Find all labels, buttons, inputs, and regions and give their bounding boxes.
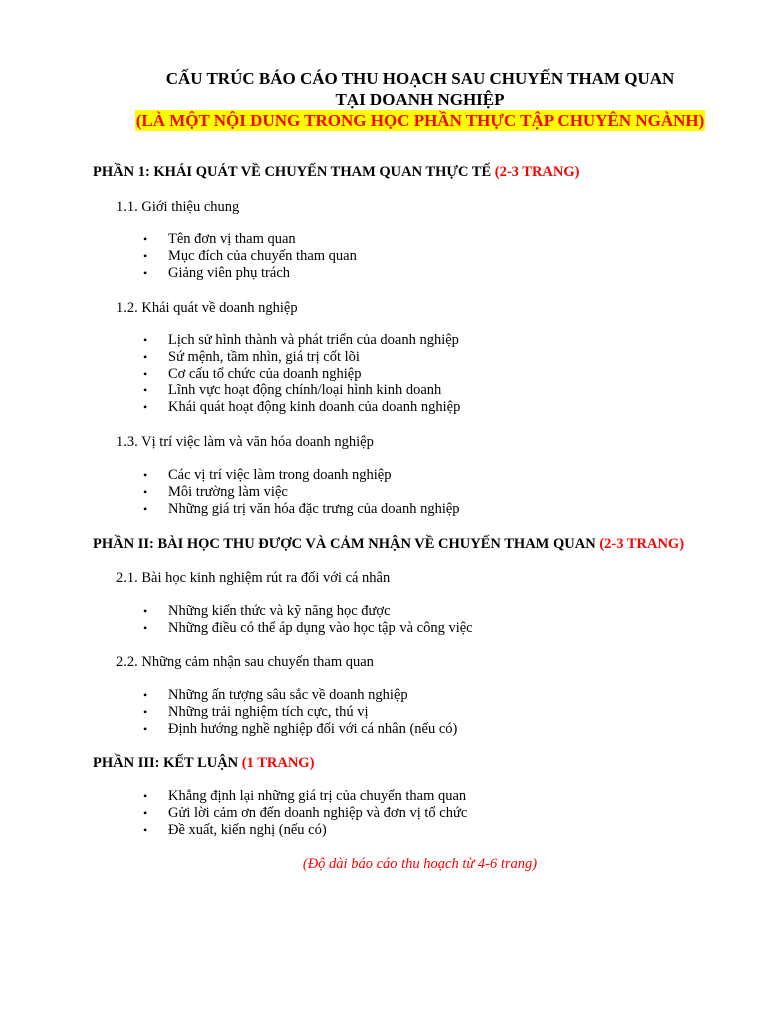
subsection-2-2-list	[140, 687, 457, 737]
bullet-icon: •	[143, 688, 148, 702]
part-2-heading-text: PHẦN II: BÀI HỌC THU ĐƯỢC VÀ CẢM NHẬN VỀ CHUYẾN THAM QUAN	[93, 536, 600, 552]
bullet-icon: •	[143, 349, 148, 364]
bullet-icon: •	[143, 248, 148, 263]
part-2-page-count: (2-3 TRANG)	[599, 536, 685, 552]
title-line-1: CẤU TRÚC BÁO CÁO THU HOẠCH SAU CHUYẾN THAM QUAN	[165, 69, 675, 88]
bullet-icon: •	[143, 604, 148, 618]
bullet-icon: •	[143, 704, 148, 719]
bullet-icon: •	[143, 789, 148, 803]
list-item: • Lịch sử hình thành và phát triển của doanh nghiệp	[143, 332, 459, 348]
bullet-icon: •	[143, 383, 148, 398]
list-item: • Gửi lời cảm ơn đến doanh nghiệp và đơn vị tổ chức	[143, 804, 468, 821]
list-item: • Các vị trí việc làm trong doanh nghiệp	[143, 467, 392, 483]
bullet-icon: •	[143, 805, 148, 820]
bullet-icon: •	[143, 468, 148, 482]
bullet-icon: •	[143, 366, 148, 381]
title-line-2: TẠI DOANH NGHIỆP	[335, 90, 505, 109]
part-3-heading-text: PHẦN III: KẾT LUẬN	[93, 755, 242, 771]
part-3-page-count: (1 TRANG)	[241, 755, 315, 771]
subsection-2-1-heading: 2.1. Bài học kinh nghiệm rút ra đối với cá nhân	[116, 570, 391, 586]
bullet-icon: •	[143, 333, 148, 347]
part-1-heading	[93, 163, 579, 181]
list-item: • Khái quát hoạt động kinh doanh của doanh nghiệp	[143, 399, 461, 416]
part-3-list	[140, 788, 467, 838]
list-item: • Cơ cấu tổ chức của doanh nghiệp	[143, 365, 362, 382]
list-item: • Những kiến thức và kỹ năng học được	[143, 603, 391, 619]
document-title	[0, 68, 768, 131]
subsection-1-1-list	[140, 231, 357, 281]
subsection-1-3-list	[140, 467, 460, 517]
list-item: • Những trải nghiệm tích cực, thú vị	[143, 703, 369, 720]
list-item: • Những điều có thể áp dụng vào học tập và công việc	[143, 619, 473, 636]
bullet-icon: •	[143, 265, 148, 280]
list-item: • Khẳng định lại những giá trị của chuyến tham quan	[143, 788, 467, 804]
subsection-1-2-list	[140, 332, 460, 416]
bullet-icon: •	[143, 400, 148, 415]
list-item: • Tên đơn vị tham quan	[143, 231, 296, 247]
list-item: • Giảng viên phụ trách	[143, 264, 291, 281]
list-item: • Lĩnh vực hoạt động chính/loại hình kinh doanh	[143, 382, 442, 399]
subsection-1-1-heading: 1.1. Giới thiệu chung	[116, 199, 240, 215]
list-item: • Sứ mệnh, tầm nhìn, giá trị cốt lõi	[143, 348, 360, 365]
bullet-icon: •	[143, 484, 148, 499]
bullet-icon: •	[143, 501, 148, 516]
report-length-note: (Độ dài báo cáo thu hoạch từ 4-6 trang)	[302, 856, 538, 872]
bullet-icon: •	[143, 721, 148, 736]
bullet-icon: •	[143, 232, 148, 246]
subsection-1-2-heading: 1.2. Khái quát về doanh nghiệp	[116, 300, 298, 316]
part-2-heading	[93, 535, 684, 553]
part-1-page-count: (2-3 TRANG)	[494, 164, 580, 180]
bullet-icon: •	[143, 822, 148, 837]
subsection-1-3-heading: 1.3. Vị trí việc làm và văn hóa doanh nghiệp	[116, 434, 374, 450]
list-item: • Những ấn tượng sâu sắc về doanh nghiệp	[143, 687, 408, 703]
bullet-icon: •	[143, 620, 148, 635]
list-item: • Những giá trị văn hóa đặc trưng của doanh nghiệp	[143, 500, 460, 517]
part-3-heading	[93, 754, 314, 772]
subsection-2-2-heading: 2.2. Những cảm nhận sau chuyến tham quan	[116, 654, 374, 670]
list-item: • Mục đích của chuyến tham quan	[143, 247, 357, 264]
subsection-2-1-list	[140, 603, 473, 637]
part-1-heading-text: PHẦN 1: KHÁI QUÁT VỀ CHUYẾN THAM QUAN THỰC TẾ	[93, 164, 495, 180]
title-highlighted-subtitle: (LÀ MỘT NỘI DUNG TRONG HỌC PHẦN THỰC TẬP CHUYÊN NGÀNH)	[135, 111, 705, 130]
list-item: • Môi trường làm việc	[143, 483, 288, 500]
list-item: • Định hướng nghề nghiệp đối với cá nhân (nếu có)	[143, 720, 458, 737]
list-item: • Đề xuất, kiến nghị (nếu có)	[143, 821, 327, 838]
